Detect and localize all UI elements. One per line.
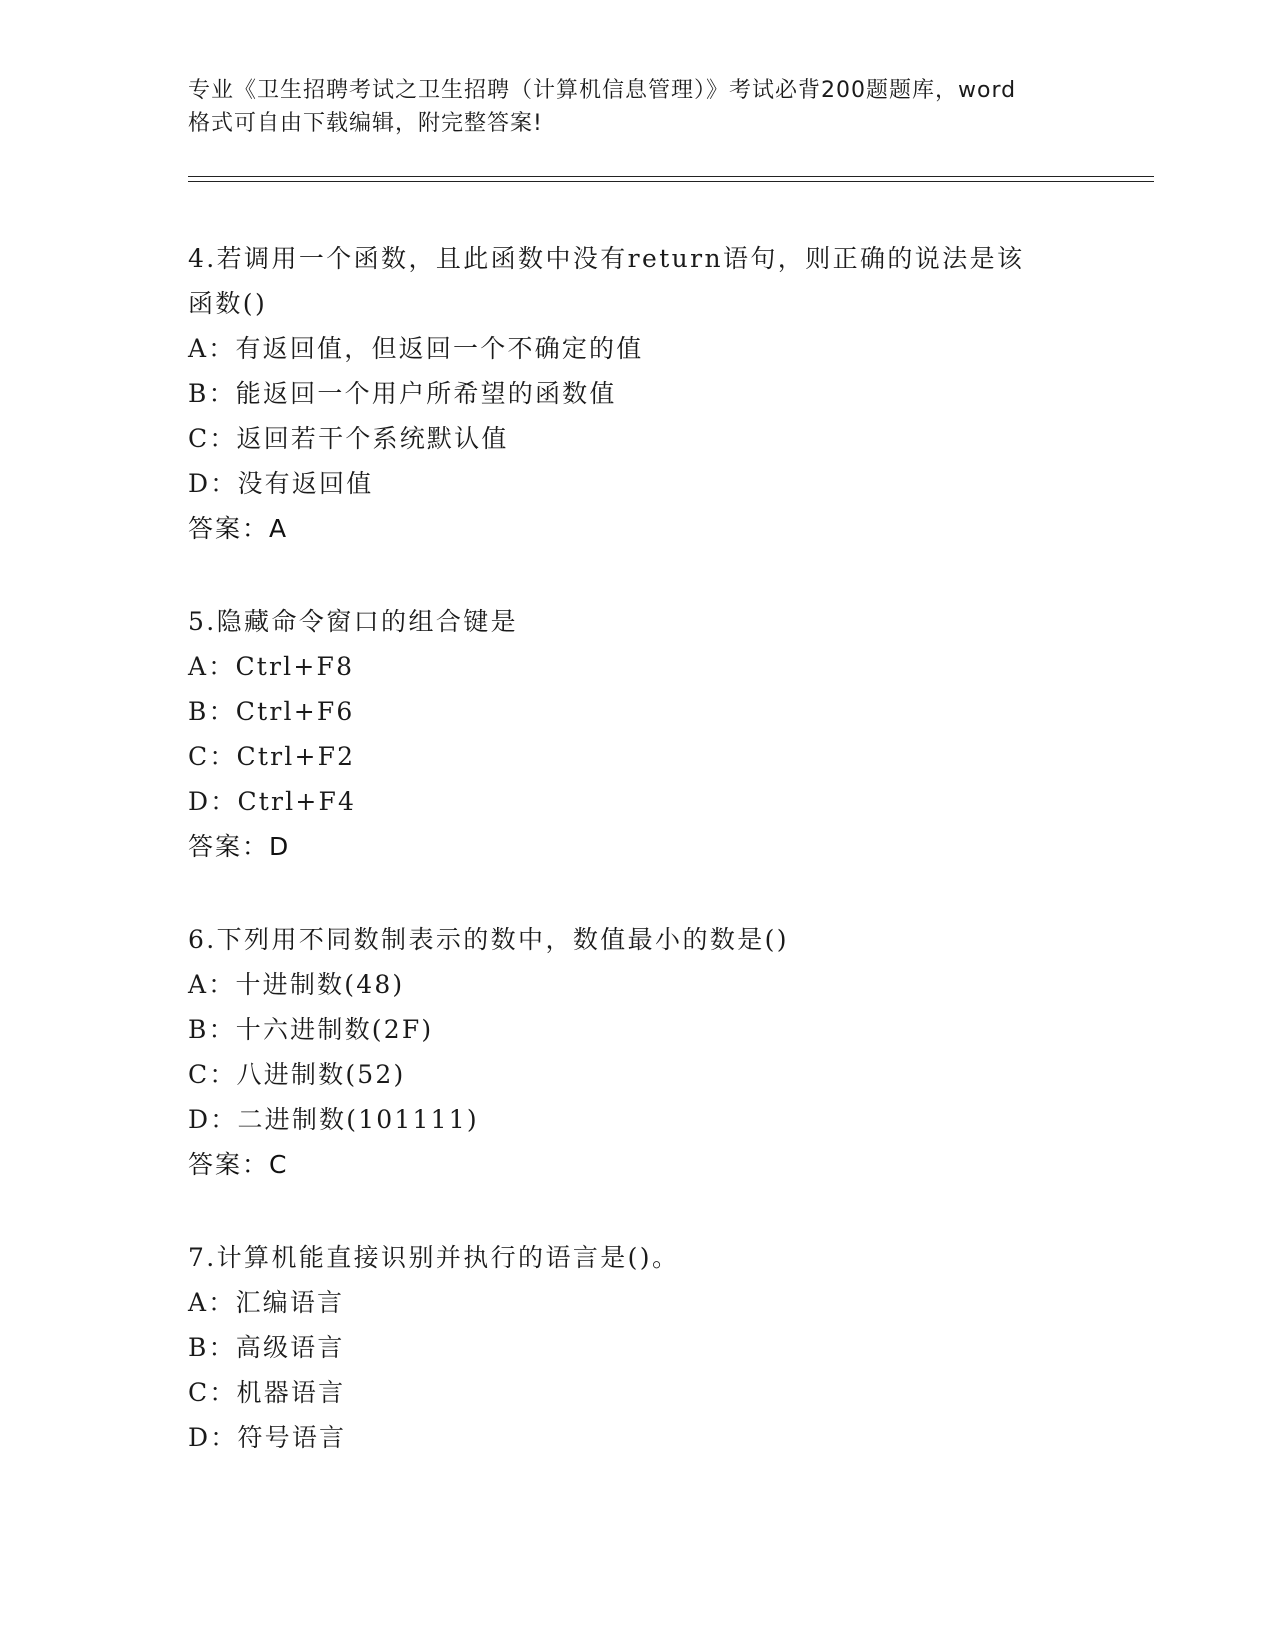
question-stem: 7.计算机能直接识别并执行的语言是()。 bbox=[188, 1243, 680, 1272]
option-c: C：返回若干个系统默认值 bbox=[188, 424, 509, 453]
question-list bbox=[188, 236, 1088, 1508]
question-stem-continued: 函数() bbox=[188, 289, 268, 318]
option-a: A：汇编语言 bbox=[188, 1288, 345, 1317]
question-5 bbox=[188, 599, 1088, 869]
question-stem: 6.下列用不同数制表示的数中，数值最小的数是() bbox=[188, 925, 789, 954]
option-d: D：没有返回值 bbox=[188, 469, 374, 498]
question-6 bbox=[188, 917, 1088, 1187]
option-a: A：有返回值，但返回一个不确定的值 bbox=[188, 334, 644, 363]
header-line-2: 格式可自由下载编辑，附完整答案! bbox=[188, 111, 543, 136]
option-d: D：Ctrl+F4 bbox=[188, 787, 357, 816]
document-header bbox=[188, 74, 1108, 140]
option-c: C：Ctrl+F2 bbox=[188, 742, 356, 771]
option-b: B：Ctrl+F6 bbox=[188, 697, 355, 726]
question-7 bbox=[188, 1235, 1088, 1460]
question-stem: 4.若调用一个函数，且此函数中没有return语句，则正确的说法是该 bbox=[188, 244, 1025, 273]
question-4 bbox=[188, 236, 1088, 551]
option-b: B：高级语言 bbox=[188, 1333, 345, 1362]
option-b: B：十六进制数(2F) bbox=[188, 1015, 434, 1044]
answer-label: 答案：C bbox=[188, 1150, 289, 1179]
answer-label: 答案：D bbox=[188, 832, 291, 861]
header-line-1: 专业《卫生招聘考试之卫生招聘（计算机信息管理）》考试必背200题题库，word bbox=[188, 78, 1017, 103]
option-a: A：Ctrl+F8 bbox=[188, 652, 355, 681]
option-c: C：机器语言 bbox=[188, 1378, 346, 1407]
option-c: C：八进制数(52) bbox=[188, 1060, 406, 1089]
question-stem: 5.隐藏命令窗口的组合键是 bbox=[188, 607, 519, 636]
option-d: D：二进制数(101111) bbox=[188, 1105, 479, 1134]
option-a: A：十进制数(48) bbox=[188, 970, 405, 999]
answer-label: 答案：A bbox=[188, 514, 289, 543]
option-b: B：能返回一个用户所希望的函数值 bbox=[188, 379, 617, 408]
header-divider-bottom bbox=[188, 181, 1154, 182]
option-d: D：符号语言 bbox=[188, 1423, 347, 1452]
header-divider-top bbox=[188, 176, 1154, 177]
